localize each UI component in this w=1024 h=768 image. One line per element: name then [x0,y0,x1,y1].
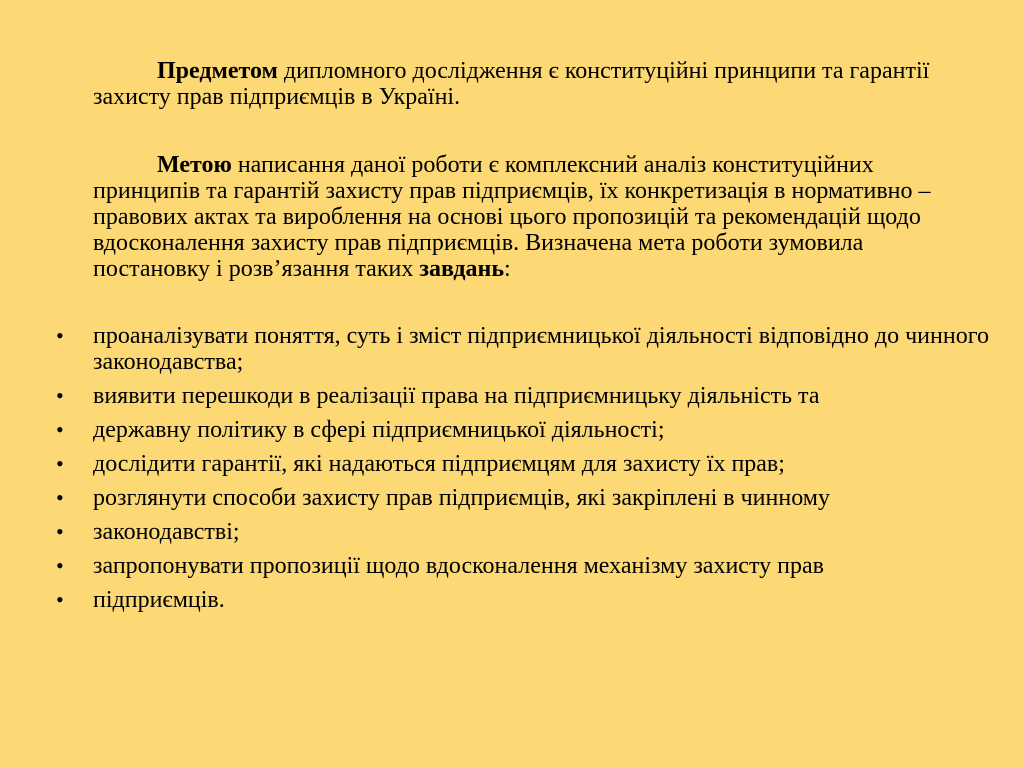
bullet-icon: • [56,485,64,510]
bullet-icon: • [56,587,64,612]
list-item-text: проаналізувати поняття, суть і зміст підприємницької діяльності відповідно до чинного законодавства; [93,323,989,375]
list-item-text: законодавстві; [93,519,240,545]
list-item-text: розглянути способи захисту прав підприємців, які закріплені в чинному [93,485,830,511]
subject-heading: Предметом [157,58,278,84]
list-item [0,587,993,613]
bullet-icon: • [56,323,64,348]
list-item [0,519,993,545]
bullet-icon: • [56,383,64,408]
task-list [0,323,1000,621]
goal-tail: : [504,256,511,282]
list-item [0,417,993,443]
list-item-text: підприємців. [93,587,225,613]
list-item [0,383,993,409]
subject-text: дипломного дослідження є конституційні принципи та гарантії захисту прав підприємців в Україні. [93,58,930,110]
goal-heading: Метою [157,152,232,178]
goal-paragraph [93,152,973,282]
bullet-icon: • [56,417,64,442]
bullet-icon: • [56,519,64,544]
list-item-text: державну політику в сфері підприємницької діяльності; [93,417,665,443]
bullet-icon: • [56,451,64,476]
tasks-heading: завдань [419,256,505,282]
list-item [0,323,993,375]
goal-text: написання даної роботи є комплексний аналіз конституційних принципів та гарантій захисту прав підприємців, їх конкретизація в нормативно – правових актах та вироблення на основі цього пропозицій та рекомендацій щодо вдосконалення захисту прав підприємців. Визначена мета роботи зумовила постановку і розв’язання таких [93,152,931,282]
list-item [0,485,993,511]
list-item-text: запропонувати пропозиції щодо вдосконалення механізму захисту прав [93,553,824,579]
list-item [0,553,993,579]
subject-paragraph [93,58,973,110]
list-item [0,451,993,477]
list-item-text: виявити перешкоди в реалізації права на підприємницьку діяльність та [93,383,820,409]
bullet-icon: • [56,553,64,578]
list-item-text: дослідити гарантії, які надаються підприємцям для захисту їх прав; [93,451,785,477]
